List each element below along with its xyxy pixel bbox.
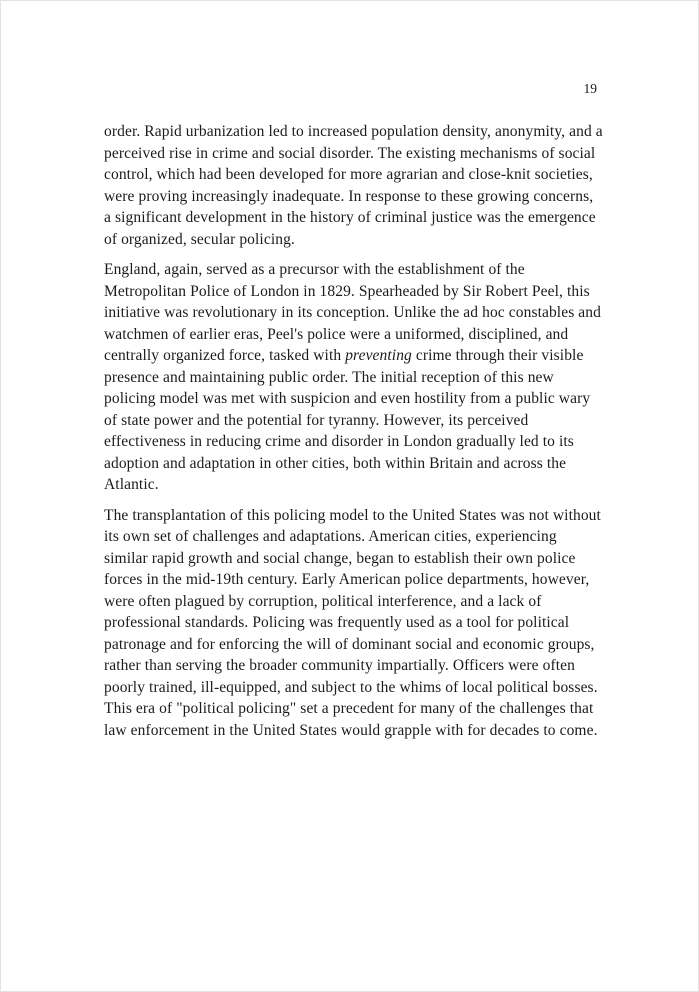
text-segment: England, again, served as a precursor with the establishment of the Metropolitan Police of London in 1829. Spearheaded by Sir Robert Peel, this initiative was revolutionary in its conception. Unlike the ad hoc constables and watchmen of earlier eras, Peel's police were a uniformed, disciplined, and centrally organized force, tasked with <box>104 261 601 364</box>
text-segment: crime through their visible presence and maintaining public order. The initial reception of this new policing model was met with suspicion and even hostility from a public wary of state power and the potential for tyranny. However, its perceived effectiveness in reducing crime and disorder in London gradually led to its adoption and adaptation in other cities, both within Britain and across the Atlantic. <box>104 347 591 493</box>
text-segment: order. Rapid urbanization led to increased population density, anonymity, and a perceived rise in crime and social disorder. The existing mechanisms of social control, which had been developed for more agrarian and close-knit societies, were proving increasingly inadequate. In response to these growing concerns, a significant development in the history of criminal justice was the emergence of organized, secular policing. <box>104 123 603 248</box>
page-number: 19 <box>583 81 597 96</box>
paragraph <box>104 505 604 742</box>
page-body <box>104 121 604 750</box>
text-segment: The transplantation of this policing model to the United States was not without its own set of challenges and adaptations. American cities, experiencing similar rapid growth and social change, began to establish their own police forces in the mid-19th century. Early American police departments, however, were often plagued by corruption, political interference, and a lack of professional standards. Policing was frequently used as a tool for political patronage and for enforcing the will of dominant social and economic groups, rather than serving the broader community impartially. Officers were often poorly trained, ill-equipped, and subject to the whims of local political bosses. This era of "political policing" set a precedent for many of the challenges that law enforcement in the United States would grapple with for decades to come. <box>104 506 601 739</box>
paragraph <box>104 259 604 496</box>
paragraph <box>104 121 604 250</box>
italic-text-segment: preventing <box>345 347 412 364</box>
